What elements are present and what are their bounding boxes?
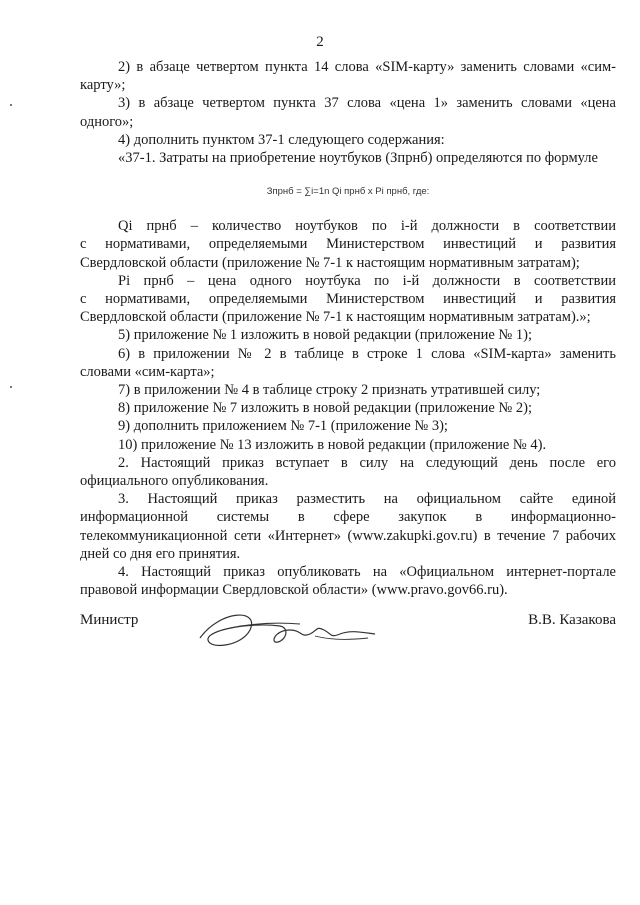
text-line: одного»; (80, 113, 134, 130)
text-line: 10) приложение № 13 изложить в новой редакции (приложение № 4). (118, 436, 547, 453)
text-line: Pi прнб – цена одного ноутбука по i-й должности в соответствии (118, 272, 616, 289)
text-line: с нормативами, определяемыми Министерством инвестиций и развития (80, 291, 616, 308)
text-line: с нормативами, определяемыми Министерством инвестиций и развития (80, 236, 616, 253)
text-line: «37-1. Затраты на приобретение ноутбуков (Зпрнб) определяются по формуле (118, 150, 598, 167)
text-line: телекоммуникационной сети «Интернет» (www.zakupki.gov.ru) в течение 7 рабочих (80, 527, 616, 544)
text-line: 7) в приложении № 4 в таблице строку 2 признать утратившей силу; (118, 382, 541, 399)
text-line: информационной системы в сфере закупок в информационно- (80, 509, 616, 526)
formula: Зпрнб = ∑i=1n Qi прнб x Pi прнб, где: (266, 186, 430, 198)
text-line: 2. Настоящий приказ вступает в силу на следующий день после его (118, 454, 616, 471)
scan-mark (10, 386, 12, 388)
document-body (80, 58, 616, 599)
text-line: 2) в абзаце четвертом пункта 14 слова «SIM-карту» заменить словами «сим- (118, 59, 616, 75)
text-line: Свердловской области (приложение № 7-1 к настоящим нормативным затратам).»; (80, 309, 591, 326)
text-line: дней со дня его принятия. (80, 545, 241, 562)
text-line: 8) приложение № 7 изложить в новой редакции (приложение № 2); (118, 400, 532, 417)
signatory-title: Министр (80, 612, 139, 628)
text-line: 4. Настоящий приказ опубликовать на «Официальном интернет-портале (118, 564, 616, 581)
text-line: 5) приложение № 1 изложить в новой редакции (приложение № 1); (118, 327, 532, 344)
scan-mark (10, 104, 12, 106)
amendments-block-1 (80, 58, 616, 167)
text-line: словами «сим-карта»; (80, 363, 215, 380)
text-line: 3. Настоящий приказ разместить на официальном сайте единой (118, 491, 616, 508)
handwritten-signature (190, 600, 390, 656)
text-line: 9) дополнить приложением № 7-1 (приложение № 3); (118, 418, 448, 435)
signature-block (80, 600, 616, 660)
signatory-name: В.В. Казакова (528, 612, 616, 628)
text-line: официального опубликования. (80, 473, 269, 490)
text-line: карту»; (80, 77, 126, 94)
page-number: 2 (316, 34, 324, 50)
text-line: правовой информации Свердловской области» (www.pravo.gov66.ru). (80, 582, 508, 599)
text-line: Свердловской области (приложение № 7-1 к настоящим нормативным затратам); (80, 254, 580, 271)
text-line: 4) дополнить пунктом 37-1 следующего содержания: (118, 131, 445, 148)
text-line: 6) в приложении № 2 в таблице в строке 1 слова «SIM-карта» заменить (118, 345, 616, 362)
text-line: Qi прнб – количество ноутбуков по i-й должности в соответствии (118, 218, 616, 235)
amendments-block-2 (80, 217, 616, 599)
text-line: 3) в абзаце четвертом пункта 37 слова «цена 1» заменить словами «цена (118, 95, 616, 112)
